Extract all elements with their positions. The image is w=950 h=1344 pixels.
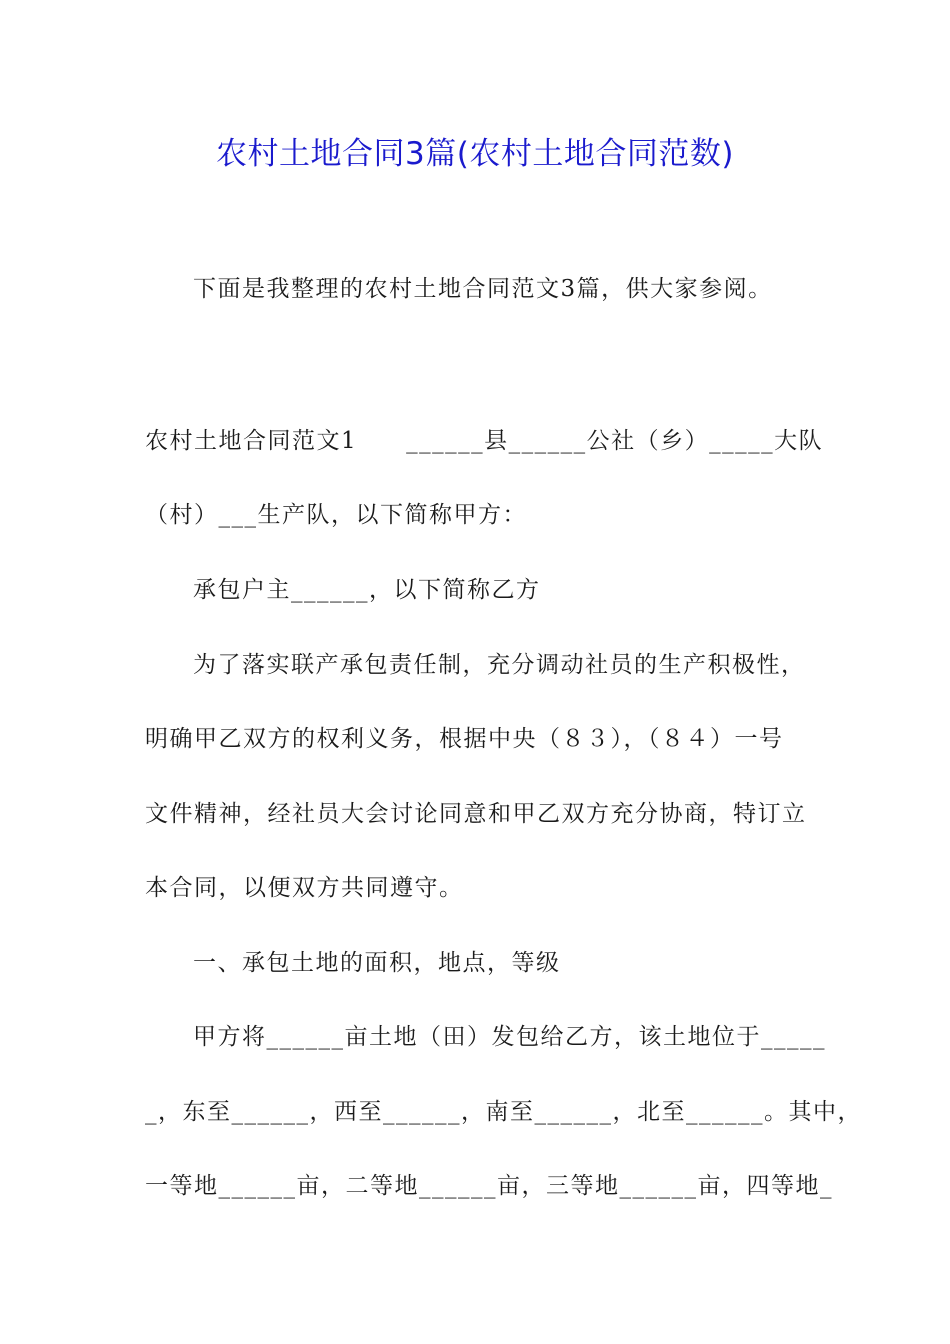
party-b-line: 承包户主______，以下简称乙方 xyxy=(193,577,541,603)
intro-paragraph: 下面是我整理的农村土地合同范文3篇，供大家参阅。 xyxy=(193,276,773,302)
land-clause-line: _，东至______，西至______，南至______，北至______。其中， xyxy=(145,1099,862,1125)
land-clause-line: 一等地______亩，二等地______亩，三等地______亩，四等地_ xyxy=(145,1173,833,1199)
contract-header-line: 农村土地合同范文1 ______县______公社（乡）_____大队 xyxy=(145,428,824,454)
body-paragraph-line: 文件精神，经社员大会讨论同意和甲乙双方充分协商，特订立 xyxy=(145,801,807,827)
party-a-line: （村）___生产队，以下简称甲方： xyxy=(145,502,527,528)
body-paragraph-line: 本合同，以便双方共同遵守。 xyxy=(145,875,464,901)
body-paragraph-line: 明确甲乙双方的权利义务，根据中央（８３），（８４）一号 xyxy=(145,726,784,752)
section-heading: 一、承包土地的面积，地点，等级 xyxy=(193,950,561,976)
land-clause-line: 甲方将______亩土地（田）发包给乙方，该土地位于_____ xyxy=(193,1024,826,1050)
body-paragraph-line: 为了落实联产承包责任制，充分调动社员的生产积极性， xyxy=(193,652,806,678)
document-title: 农村土地合同3篇(农村土地合同范数) xyxy=(216,136,734,172)
